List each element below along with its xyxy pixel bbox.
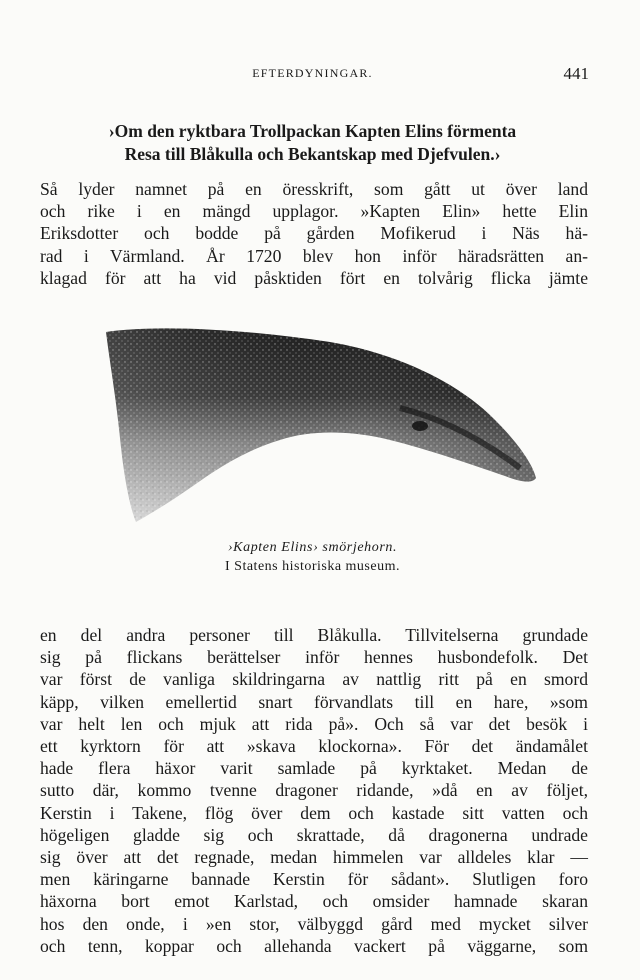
text-line: sig över att det regnade, medan himmelen var alldeles klar — — [40, 847, 588, 868]
horn-image — [100, 318, 560, 528]
page-number: 441 — [563, 64, 589, 83]
heading-line-2: Resa till Blåkulla och Bekantskap med Djefvulen.› — [124, 144, 501, 164]
text-line: var helt len och mjuk att rida på». Och så var det besök i — [40, 713, 588, 734]
text-line: var först de vanliga skildringarna av nattlig ritt på en smord — [40, 669, 588, 690]
text-line: och rike i en mängd upplagor. »Kapten Elin» hette Elin — [40, 201, 588, 222]
paragraph-1 — [40, 178, 588, 289]
figure-caption — [36, 538, 589, 576]
text-line: klagad för att ha vid påsktiden fört en tolvårig flicka jämte — [40, 267, 588, 288]
text-line: rad i Värmland. År 1720 blev hon inför häradsrätten an- — [40, 245, 588, 266]
text-line: hade flera häxor varit samlade på kyrktaket. Medan de — [40, 758, 588, 779]
heading-line-1: ›Om den ryktbara Trollpackan Kapten Elins förmenta — [108, 121, 517, 141]
text-line: högeligen gladde sig och skrattade, då dragonerna undrade — [40, 824, 588, 845]
section-heading — [36, 120, 589, 166]
text-line: och tenn, koppar och allehanda vackert på väggarne, som — [40, 935, 588, 956]
text-line: sutto där, kommo tvenne dragoner ridande, »då en av följet, — [40, 780, 588, 801]
paragraph-2 — [40, 624, 588, 957]
horn-illustration — [100, 318, 560, 528]
text-line: Eriksdotter och bodde på gården Mofikerud i Näs hä- — [40, 223, 588, 244]
text-line: ett kyrktorn för att »skava klockorna». För det ändamålet — [40, 736, 588, 757]
caption-title: ›Kapten Elins› smörjehorn. — [227, 540, 398, 555]
text-line: käpp, vilken emellertid snart förvandlats till en hare, »som — [40, 691, 588, 712]
text-line: en del andra personer till Blåkulla. Tillvitelserna grundade — [40, 625, 588, 645]
running-title: EFTERDYNINGAR. — [252, 66, 373, 80]
text-line: Så lyder namnet på en öresskrift, som gått ut över land — [40, 179, 588, 199]
caption-source: I Statens historiska museum. — [225, 559, 400, 574]
text-line: häxorna bort emot Karlstad, och omsider hamnade skaran — [40, 891, 588, 912]
text-line: sig på flickans berättelser inför hennes husbondefolk. Det — [40, 647, 588, 668]
text-line: men käringarne bannade Kerstin för sådant». Slutligen foro — [40, 869, 588, 890]
text-line: hos den onde, i »en stor, välbyggd gård med mycket silver — [40, 913, 588, 934]
text-line: Kerstin i Takene, flög över dem och kastade sitt vatten och — [40, 802, 588, 823]
running-head — [36, 64, 589, 86]
